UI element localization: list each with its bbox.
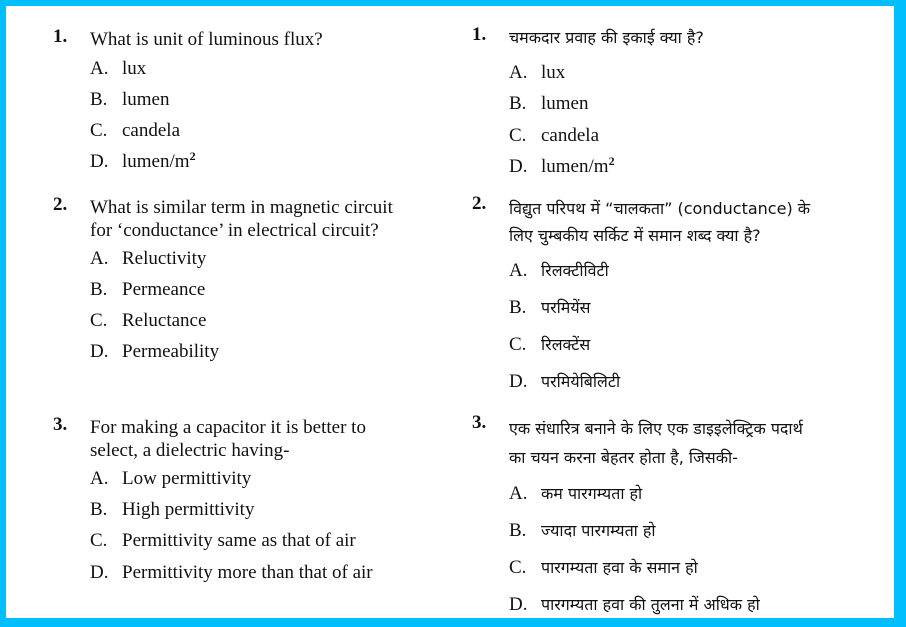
option-b[interactable]: B. ज्यादा पारगम्यता हो [509,520,656,541]
option-b[interactable]: B. High permittivity [90,499,255,520]
option-b[interactable]: B. lumen [509,93,589,114]
question-page [6,6,894,618]
option-d[interactable]: D. lumen/$m^2$ [509,154,615,177]
option-d[interactable]: D. परमियेबिलिटी [509,371,621,392]
option-d[interactable]: D. Permeability [90,341,220,362]
option-d[interactable]: D. Permittivity more than that of air [90,562,373,583]
question-number: 1. [53,26,68,47]
option-a[interactable]: A. lux [90,58,147,79]
question-text: For making a capacitor it is better to select, a dielectric having- [90,417,366,461]
question-number: 2. [472,193,487,214]
option-d[interactable]: D. lumen/$m^2$ [90,149,196,172]
option-c[interactable]: C. पारगम्यता हवा के समान हो [509,557,698,578]
question-number: 1. [472,24,487,45]
option-b[interactable]: B. Permeance [90,279,206,300]
question-text: एक संधारित्र बनाने के लिए एक डाइइलेक्ट्रिक पदार्थ का चयन करना बेहतर होता है, जिसकी- [509,419,803,467]
question-text: What is unit of luminous flux? [90,29,323,50]
question-text: विद्युत परिपथ में “चालकता” (conductance) के लिए चुम्बकीय सर्किट में समान शब्द क्या है? [509,199,811,245]
option-a[interactable]: A. कम पारगम्यता हो [509,483,643,504]
option-c[interactable]: C. candela [509,125,600,146]
option-b[interactable]: B. परमियेंस [509,297,591,318]
question-number: 3. [53,414,68,435]
option-a[interactable]: A. Reluctivity [90,248,207,269]
option-c[interactable]: C. Permittivity same as that of air [90,530,356,551]
option-b[interactable]: B. lumen [90,89,170,110]
option-a[interactable]: A. lux [509,62,566,83]
option-c[interactable]: C. Reluctance [90,310,207,331]
question-number: 2. [53,194,68,215]
option-a[interactable]: A. Low permittivity [90,468,252,489]
option-c[interactable]: C. candela [90,120,181,141]
option-a[interactable]: A. रिलक्टीविटी [509,260,609,281]
option-c[interactable]: C. रिलक्टेंस [509,334,591,355]
question-number: 3. [472,412,487,433]
question-text: What is similar term in magnetic circuit for ‘conductance’ in electrical circuit? [90,197,393,241]
option-d[interactable]: D. पारगम्यता हवा की तुलना में अधिक हो [509,594,760,615]
question-text: चमकदार प्रवाह की इकाई क्या है? [509,28,704,47]
